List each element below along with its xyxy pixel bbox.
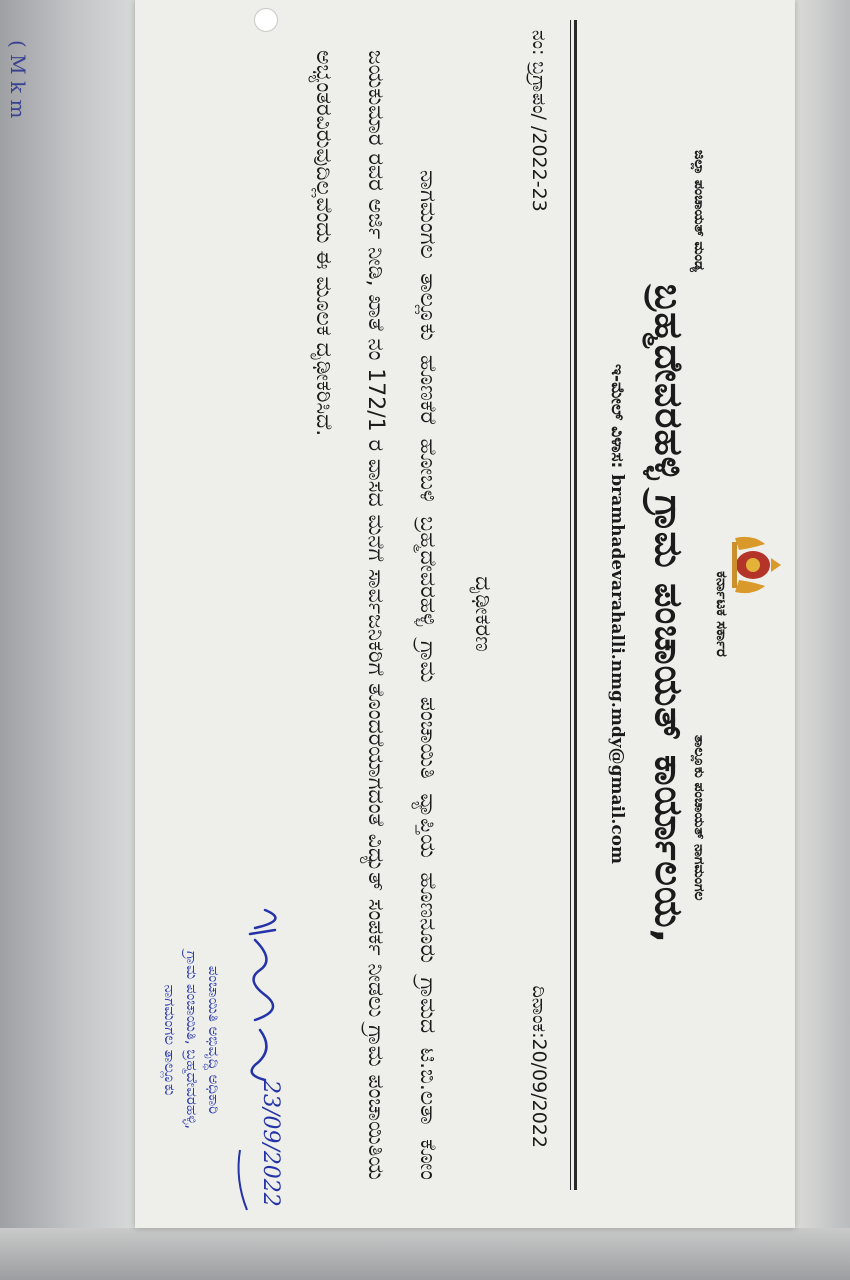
background-edge xyxy=(790,0,850,1280)
email-row xyxy=(607,0,627,1228)
handwritten-date: 23/09/2022 xyxy=(258,1080,283,1207)
bottom-edge xyxy=(0,1228,850,1280)
header-rule xyxy=(574,20,577,1190)
letter-date: ದಿನಾಂಕ:20/09/2022 xyxy=(528,985,550,1148)
signatory-office: ಗ್ರಾಮ ಪಂಚಾಯಿತಿ, ಬ್ರಹ್ಮದೇವರಹಳ್ಳಿ, xyxy=(183,950,201,1130)
signatory-stamp xyxy=(159,860,225,1220)
state-emblem-icon xyxy=(731,530,783,600)
reference-number: ನಂ: ಬ್ರಗ್ರಾಪಂ/ /2022-23 xyxy=(528,30,550,212)
letter-content xyxy=(135,0,795,1228)
underlying-scribble xyxy=(0,40,30,70)
email-address: bramhadevarahalli.nmg.mdy@gmail.com xyxy=(607,474,627,864)
email-label: ಇ-ಮೇಲ್ ವಿಳಾಸ: xyxy=(607,363,627,469)
certificate-body: ನಾಗಮಂಗಲ ತಾಲ್ಲೂಕು ಹೊಣಕೆರೆ ಹೋಬಳಿ ಬ್ರಹ್ಮದೇವರಹಳ್ಳಿ ಗ್ರಾಮ ಪಂಚಾಯಿತಿ ವ್ಯಾಪ್ತಿಯ ಹೊಣನೂರು ಗ್ರಾಮದ ಟಿ.ಬಿ.ಲತಾ ಕೋಂ ಜಯಕುಮಾರ ರವರ ಅರ್ಜಿ ನೀಡಿ, ಖಾತೆ ನಂ 172/1 ರ ವಾಸದ ಮನೆಗೆ ಸಾರ್ವಜನಿಕರಿಗೆ ತೊಂದರೆಯಾಗದಂತೆ ವಿದ್ಯುತ್ ಸಂಪರ್ಕ ನೀಡಲು ಗ್ರಾಮ ಪಂಚಾಯಿತಿಯ ಅಭ್ಯಂತರವಿರುವುದಿಲ್ಲವೆಂದು ಈ ಮೂಲಕ ದೃಢೀಕರಿಸಿದೆ. xyxy=(311,50,440,1180)
header-rule-thin xyxy=(570,20,571,1190)
taluk-panchayat-line: ತಾಲ್ಲೂಕು ಪಂಚಾಯತ್ ನಾಗಮಂಗಲ xyxy=(691,735,707,901)
office-title: ಬ್ರಹ್ಮದೇವರಹಳ್ಳಿ ಗ್ರಾಮ ಪಂಚಾಯತ್ ಕಾರ್ಯಾಲಯ, xyxy=(647,283,691,945)
district-panchayat-line: ಜಿಲ್ಲಾ ಪಂಚಾಯತ್ ಮಂಡ್ಯ xyxy=(691,150,707,272)
signatory-taluk: ನಾಗಮಂಗಲ ತಾಲ್ಲೂಕು xyxy=(161,984,179,1096)
government-name: ಕರ್ನಾಟಕ ಸರ್ಕಾರ xyxy=(713,571,731,657)
underlying-paper xyxy=(0,0,135,1280)
document-heading: ದೃಢೀಕರಣ xyxy=(470,576,495,652)
signatory-designation: ಪಂಚಾಯಿತಿ ಅಭಿವೃದ್ಧಿ ಅಧಿಕಾರಿ xyxy=(205,965,223,1115)
